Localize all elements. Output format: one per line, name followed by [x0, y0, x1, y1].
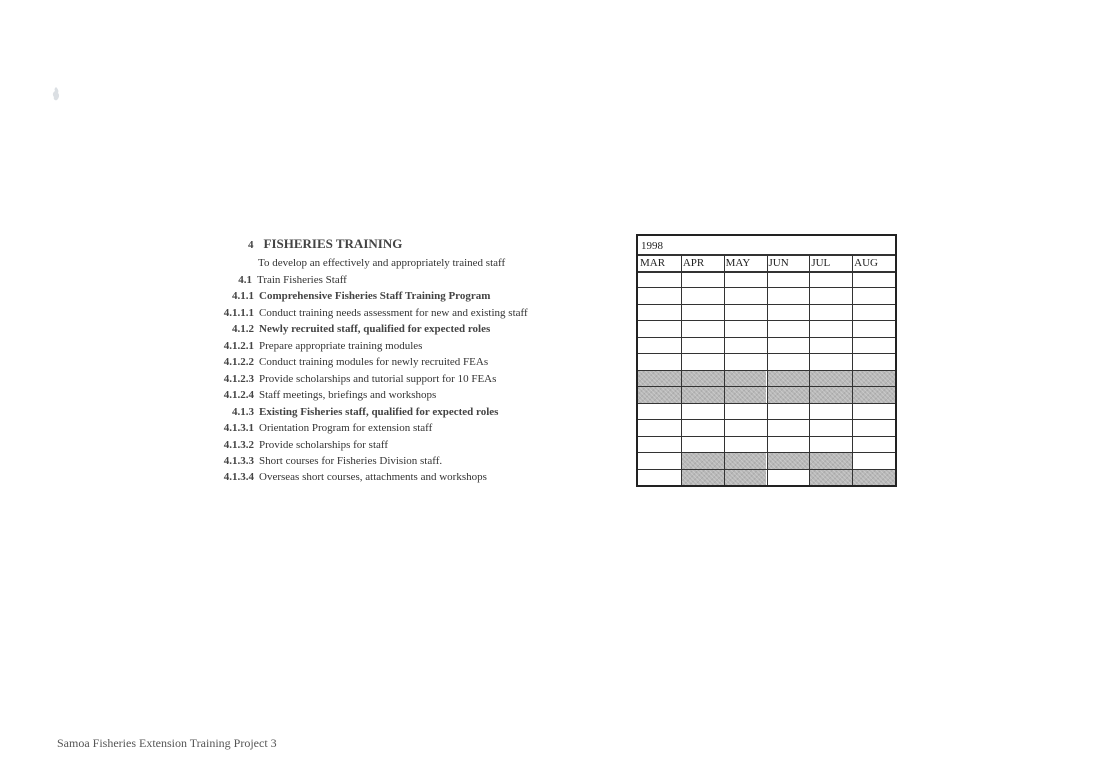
- activity-number: 4.1.2.2: [223, 356, 254, 369]
- schedule-column-line: [852, 254, 853, 485]
- activity-text: Staff meetings, briefings and workshops: [259, 389, 437, 402]
- activity-number: 4.1.2.3: [223, 372, 254, 385]
- schedule-cell-shaded: [681, 469, 724, 485]
- schedule-cell-shaded: [852, 469, 895, 485]
- schedule-cell-shaded: [724, 452, 767, 468]
- schedule-cell-shaded: [681, 370, 724, 386]
- activity-text: Existing Fisheries staff, qualified for expected roles: [259, 405, 499, 418]
- activity-row: [0, 338, 1120, 354]
- schedule-cell-shaded: [852, 370, 895, 386]
- schedule-cell-shaded: [809, 469, 852, 485]
- activity-row: [0, 354, 1120, 370]
- section-title: [248, 235, 402, 253]
- activity-text: Conduct training modules for newly recruited FEAs: [259, 356, 489, 369]
- activity-text: Short courses for Fisheries Division staff.: [259, 454, 443, 467]
- schedule-column-line: [809, 254, 810, 485]
- schedule-cell-shaded: [724, 469, 767, 485]
- schedule-cell-shaded: [638, 370, 681, 386]
- schedule-month-label: MAR: [640, 257, 666, 269]
- schedule-cell-shaded: [681, 452, 724, 468]
- activity-text: Provide scholarships and tutorial support for 10 FEAs: [259, 372, 497, 385]
- schedule-cell-shaded: [852, 386, 895, 402]
- schedule-column-line: [681, 254, 682, 485]
- schedule-cell-shaded: [724, 370, 767, 386]
- section-title-text: FISHERIES TRAINING: [263, 236, 403, 251]
- schedule-cell-shaded: [809, 386, 852, 402]
- activity-number: 4.1.2: [232, 323, 254, 336]
- activity-row: [0, 387, 1120, 403]
- schedule-cell-shaded: [767, 370, 810, 386]
- section-objective: To develop an effectively and appropriately trained staff: [258, 257, 506, 269]
- activity-row: [0, 305, 1120, 321]
- schedule-month-label: JUN: [768, 257, 789, 269]
- activity-text: Overseas short courses, attachments and workshops: [259, 471, 487, 484]
- activity-text: Train Fisheries Staff: [257, 274, 347, 286]
- activity-text: Prepare appropriate training modules: [259, 339, 423, 352]
- schedule-cell-shaded: [767, 452, 810, 468]
- activity-text: Newly recruited staff, qualified for expected roles: [259, 323, 491, 336]
- schedule-column-line: [724, 254, 725, 485]
- activity-number: 4.1: [238, 274, 252, 286]
- schedule-cell-shaded: [638, 386, 681, 402]
- schedule-month-label: MAY: [725, 257, 751, 269]
- schedule-column-line: [767, 254, 768, 485]
- activity-number: 4.1.3.2: [223, 438, 254, 451]
- schedule-cell-shaded: [681, 386, 724, 402]
- activity-number: 4.1.3.3: [223, 454, 254, 467]
- activity-text: Comprehensive Fisheries Staff Training Program: [259, 290, 491, 303]
- schedule-year: 1998: [641, 240, 663, 252]
- schedule-cell-shaded: [809, 370, 852, 386]
- schedule-cell-shaded: [767, 386, 810, 402]
- activity-text: Orientation Program for extension staff: [259, 422, 433, 435]
- activity-row: [0, 272, 1120, 288]
- activity-row: [0, 437, 1120, 453]
- activity-row: [0, 371, 1120, 387]
- activity-number: 4.1.3: [232, 405, 254, 418]
- schedule-month-label: APR: [682, 257, 705, 269]
- activity-text: Conduct training needs assessment for new and existing staff: [259, 306, 528, 319]
- schedule-cell-shaded: [724, 386, 767, 402]
- activity-text: Provide scholarships for staff: [259, 438, 389, 451]
- activity-number: 4.1.1: [232, 290, 254, 303]
- activity-number: 4.1.2.1: [223, 339, 254, 352]
- schedule-month-label: JUL: [811, 257, 831, 269]
- activity-row: [0, 404, 1120, 420]
- scan-speck-mark: [49, 86, 63, 102]
- activity-row: [0, 453, 1120, 469]
- activity-number: 4.1.2.4: [223, 389, 254, 402]
- schedule-month-label: AUG: [854, 257, 878, 269]
- activity-number: 4.1.1.1: [223, 306, 254, 319]
- activity-row: [0, 469, 1120, 485]
- activity-row: [0, 288, 1120, 304]
- page-footer: Samoa Fisheries Extension Training Project 3: [57, 736, 277, 750]
- activity-row: [0, 420, 1120, 436]
- activity-number: 4.1.3.4: [223, 471, 254, 484]
- activity-number: 4.1.3.1: [223, 422, 254, 435]
- schedule-cell-shaded: [809, 452, 852, 468]
- activity-row: [0, 321, 1120, 337]
- schedule-grid: [636, 234, 897, 487]
- section-number: 4: [248, 239, 254, 251]
